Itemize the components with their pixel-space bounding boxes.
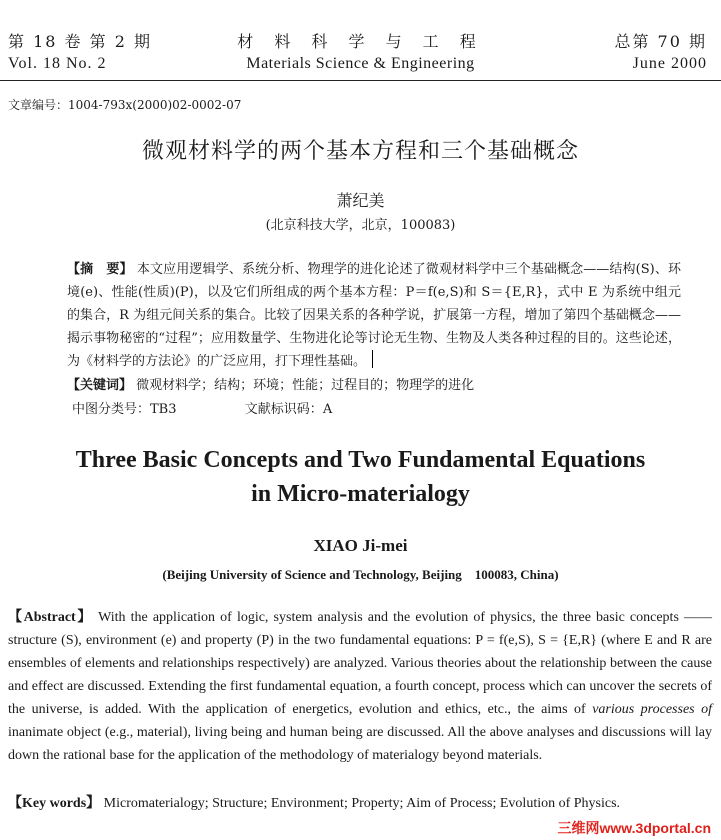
keywords-en-text: Micromaterialogy; Structure; Environment; Property; Aim of Process; Evolution of Physics. <box>103 796 621 811</box>
keywords-cn-text: 微观材料学；结构；环境；性能；过程目的；物理学的进化 <box>136 378 475 393</box>
abstract-en-italic: various processes of <box>592 702 712 717</box>
abstract-en-text-1: With the application of logic, system analysis and the evolution of physics, the three basic concepts —— structure (S), environment (e) and property (P) in the two fundamental equations: P = f(e,S), S = {E,R} (where E and R are ensembles of elements and relationships respectively) are analyzed. Various theories about the relationship between the cause and effect are discussed. Extending the first fundamental equation, a fourth concept, process which can uncover the secrets of the universe, is added. With the application of energetics, evolution and ethics, etc., the aims of <box>8 610 713 717</box>
issue-total-cn: 总第 70 期 <box>614 32 707 51</box>
abstract-cn-text: 本文应用逻辑学、系统分析、物理学的进化论述了微观材料学中三个基础概念——结构(S)、环境(e)、性能(性质)(P)，以及它们所组成的两个基本方程：P＝f(e,S)和 S＝{E,R}，式中 E 为系统中组元的集合，R 为组元间关系的集合。比较了因果关系的各种学说，扩展第一方程，增加了第四个基础概念——揭示事物秘密的“过程”；应用数量学、生物进化论等讨论无生物、生物及人类各种过程的目的。这些论述，为《材料学的方法论》的广泛应用，打下理性基础。 <box>67 262 681 369</box>
text-cursor <box>372 350 373 368</box>
abstract-en-label: 【Abstract】 <box>8 610 93 625</box>
keywords-en-label: 【Key words】 <box>8 796 101 811</box>
journal-name-en: Materials Science & Engineering <box>246 55 475 72</box>
header-rule <box>0 80 721 81</box>
classification-row <box>72 398 332 421</box>
watermark: 三维网www.3dportal.cn <box>557 820 711 836</box>
abstract-en-text-2: inanimate object (e.g., material), living being and human being are discussed. All the above analyses and discussions will lay down the rational base for the application of the methodology of materialogy beyond materials. <box>8 725 712 763</box>
keywords-cn <box>67 374 681 397</box>
author-cn: 萧纪美 <box>336 191 385 210</box>
clc-value: TB3 <box>150 402 177 417</box>
issue-date-en: June 2000 <box>632 55 707 72</box>
affiliation-cn: (北京科技大学，北京，100083) <box>265 218 456 233</box>
keywords-en <box>8 792 712 815</box>
article-number: 文章编号：1004-793x(2000)02-0002-07 <box>8 98 242 112</box>
affiliation-en: (Beijing University of Science and Technology, Beijing 100083, China) <box>162 567 559 582</box>
volume-issue-cn: 第 18 卷 第 2 期 <box>8 32 152 51</box>
clc-label: 中图分类号： <box>72 402 151 417</box>
abstract-cn <box>67 258 681 373</box>
author-en: XIAO Ji-mei <box>313 536 408 555</box>
title-cn: 微观材料学的两个基本方程和三个基础概念 <box>141 139 579 164</box>
volume-issue-en: Vol. 18 No. 2 <box>8 55 107 72</box>
abstract-cn-label: 【摘 要】 <box>67 262 133 277</box>
abstract-en <box>8 606 712 767</box>
title-en-line2: in Micro-materialogy <box>251 481 470 507</box>
keywords-cn-label: 【关键词】 <box>67 378 133 393</box>
title-en-line1: Three Basic Concepts and Two Fundamental Equations <box>75 447 646 473</box>
journal-name-cn: 材 料 科 学 与 工 程 <box>237 32 484 51</box>
doc-code-label: 文献标识码： <box>244 402 323 417</box>
doc-code-value: A <box>322 402 333 417</box>
